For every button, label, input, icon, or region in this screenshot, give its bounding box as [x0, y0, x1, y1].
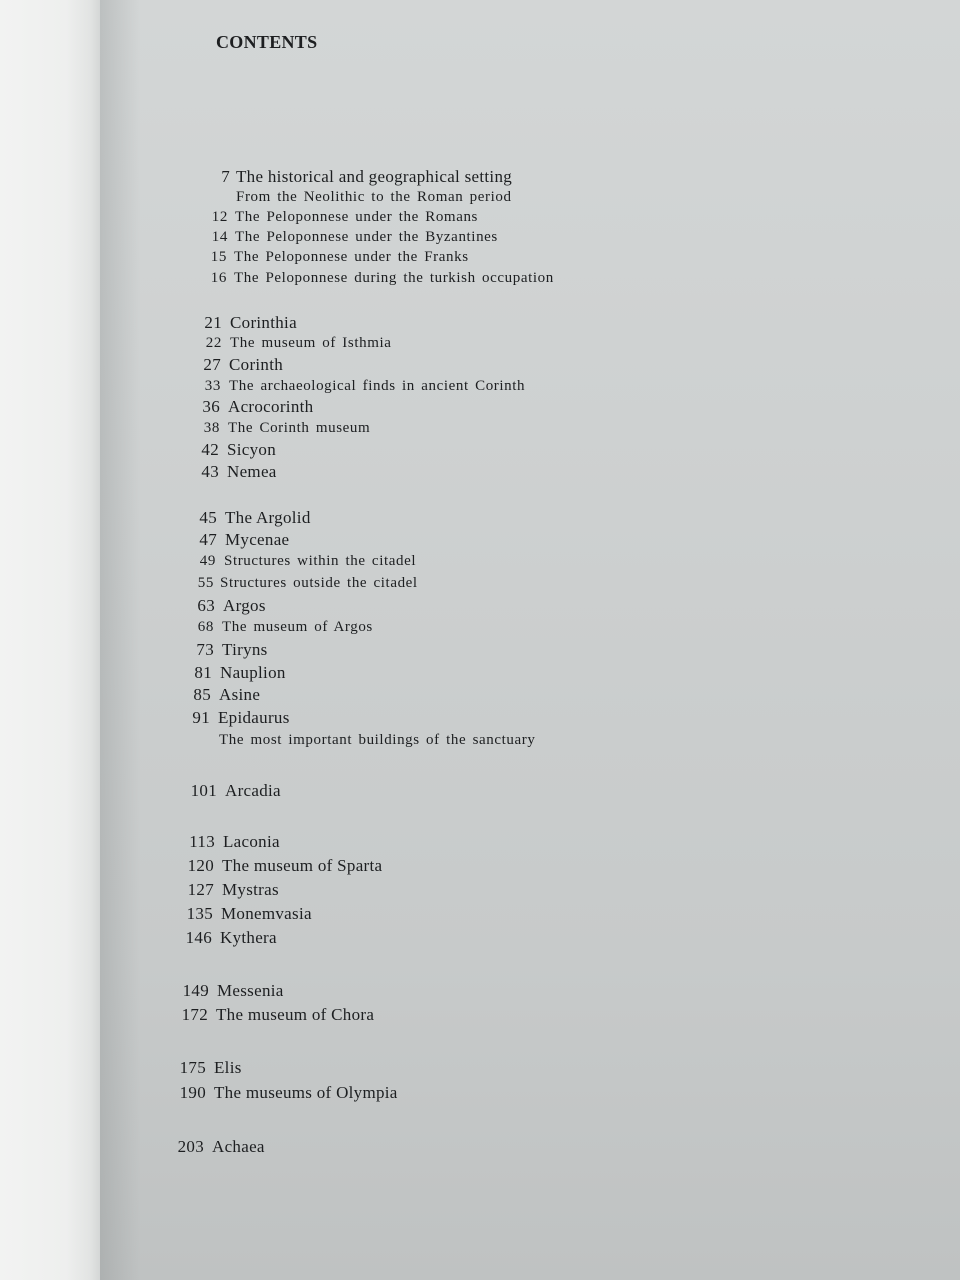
toc-page-number: 49 — [199, 553, 216, 569]
toc-entry — [201, 378, 525, 395]
toc-entry — [184, 856, 382, 876]
toc-page-number: 38 — [203, 420, 220, 436]
toc-title: The most important buildings of the sanctuary — [219, 732, 536, 748]
toc-title: Laconia — [223, 832, 280, 851]
toc-entry — [195, 596, 266, 616]
toc-title: Acrocorinth — [228, 397, 314, 416]
toc-entry — [199, 440, 276, 460]
toc-title: Nauplion — [220, 663, 286, 682]
toc-title: The Argolid — [225, 508, 311, 527]
toc-page-number: 113 — [189, 832, 215, 851]
toc-page-number: 120 — [187, 856, 214, 875]
toc-page-number: 27 — [203, 355, 221, 374]
toc-title: Nemea — [227, 462, 277, 481]
toc-entry — [202, 335, 392, 352]
toc-page-number: 36 — [202, 397, 220, 416]
toc-entry — [196, 575, 418, 592]
toc-page-number: 12 — [211, 209, 228, 225]
toc-title: The museum of Isthmia — [230, 335, 392, 351]
toc-title: Tiryns — [222, 640, 268, 659]
toc-title: The Peloponnese under the Byzantines — [235, 229, 498, 245]
toc-title: Arcadia — [225, 781, 281, 800]
toc-title: Mycenae — [225, 530, 290, 549]
toc-title: From the Neolithic to the Roman period — [236, 189, 512, 205]
toc-subentry — [219, 732, 535, 749]
toc-entry — [200, 420, 370, 437]
toc-page-number: 73 — [196, 640, 214, 659]
toc-subentry — [236, 189, 512, 206]
toc-entry — [183, 904, 312, 924]
toc-entry — [182, 928, 277, 948]
toc-page-number: 22 — [205, 335, 222, 351]
toc-entry — [206, 209, 478, 226]
toc-title: Messenia — [217, 981, 284, 1000]
toc-title: The historical and geographical setting — [236, 167, 513, 186]
toc-title: Corinth — [229, 355, 284, 374]
toc-title: Sicyon — [227, 440, 277, 459]
toc-entry — [185, 832, 280, 852]
toc-title: Epidaurus — [218, 708, 290, 727]
toc-page-number: 127 — [187, 880, 214, 899]
toc-entry — [197, 508, 311, 528]
toc-entry — [196, 553, 416, 570]
toc-entry — [205, 249, 469, 266]
toc-entry — [176, 1083, 398, 1103]
toc-title: Achaea — [212, 1137, 265, 1156]
toc-title: Corinthia — [230, 313, 297, 332]
toc-title: The museum of Chora — [216, 1005, 375, 1024]
toc-entry — [190, 708, 290, 728]
toc-title: Mystras — [222, 880, 279, 899]
toc-page-number: 175 — [179, 1058, 206, 1077]
toc-entry — [179, 981, 284, 1001]
toc-entry — [205, 270, 554, 287]
toc-entry — [206, 229, 498, 246]
toc-entry — [200, 397, 313, 417]
toc-title: The Corinth museum — [228, 420, 371, 436]
toc-title: Structures outside the citadel — [220, 575, 418, 591]
toc-entry — [187, 781, 281, 801]
toc-page-number: 81 — [194, 663, 212, 682]
toc-title: Kythera — [220, 928, 277, 947]
toc-page-number: 33 — [204, 378, 221, 394]
toc-page-number: 149 — [182, 981, 209, 1000]
toc-page-number: 91 — [192, 708, 210, 727]
toc-entry — [201, 355, 283, 375]
toc-title: The museum of Sparta — [222, 856, 383, 875]
contents-heading: CONTENTS — [216, 32, 318, 52]
toc-title: The archaeological finds in ancient Corinth — [229, 378, 526, 394]
toc-page-number: 21 — [204, 313, 222, 332]
toc-page-number: 203 — [177, 1137, 204, 1156]
toc-title: Argos — [223, 596, 266, 615]
toc-entry — [199, 462, 277, 482]
toc-page-number: 14 — [211, 229, 228, 245]
toc-page-number: 42 — [201, 440, 219, 459]
toc-entry — [184, 880, 279, 900]
toc-page-number: 15 — [210, 249, 227, 265]
toc-page-number: 85 — [193, 685, 211, 704]
toc-page-number: 146 — [185, 928, 212, 947]
toc-entry — [206, 167, 512, 187]
toc-entry — [178, 1005, 374, 1025]
toc-page-number: 47 — [199, 530, 217, 549]
toc-title: Elis — [214, 1058, 242, 1077]
toc-entry — [194, 640, 268, 660]
toc-page-number: 63 — [197, 596, 215, 615]
toc-page-number: 45 — [199, 508, 217, 527]
toc-title: The Peloponnese under the Romans — [235, 209, 478, 225]
toc-title: Asine — [219, 685, 261, 704]
toc-entry — [202, 313, 297, 333]
toc-title: Structures within the citadel — [224, 553, 417, 569]
toc-title: The Peloponnese during the turkish occupation — [234, 270, 554, 286]
page-gutter-shadow — [100, 0, 140, 1280]
toc-entry — [191, 685, 260, 705]
toc-page-number: 16 — [210, 270, 227, 286]
toc-title: The Peloponnese under the Franks — [234, 249, 469, 265]
toc-page-number: 7 — [221, 167, 230, 186]
toc-entry — [192, 663, 286, 683]
toc-title: The museum of Argos — [222, 619, 373, 635]
toc-entry — [176, 1058, 242, 1078]
toc-page-number: 55 — [197, 575, 214, 591]
toc-page-number: 190 — [179, 1083, 206, 1102]
toc-title: The museums of Olympia — [214, 1083, 398, 1102]
toc-page-number: 68 — [197, 619, 214, 635]
toc-page-number: 43 — [201, 462, 219, 481]
toc-page-number: 101 — [190, 781, 217, 800]
toc-entry — [197, 530, 289, 550]
toc-page-number: 135 — [186, 904, 213, 923]
toc-title: Monemvasia — [221, 904, 312, 923]
toc-entry — [194, 619, 373, 636]
toc-entry — [174, 1137, 265, 1157]
toc-page-number: 172 — [181, 1005, 208, 1024]
